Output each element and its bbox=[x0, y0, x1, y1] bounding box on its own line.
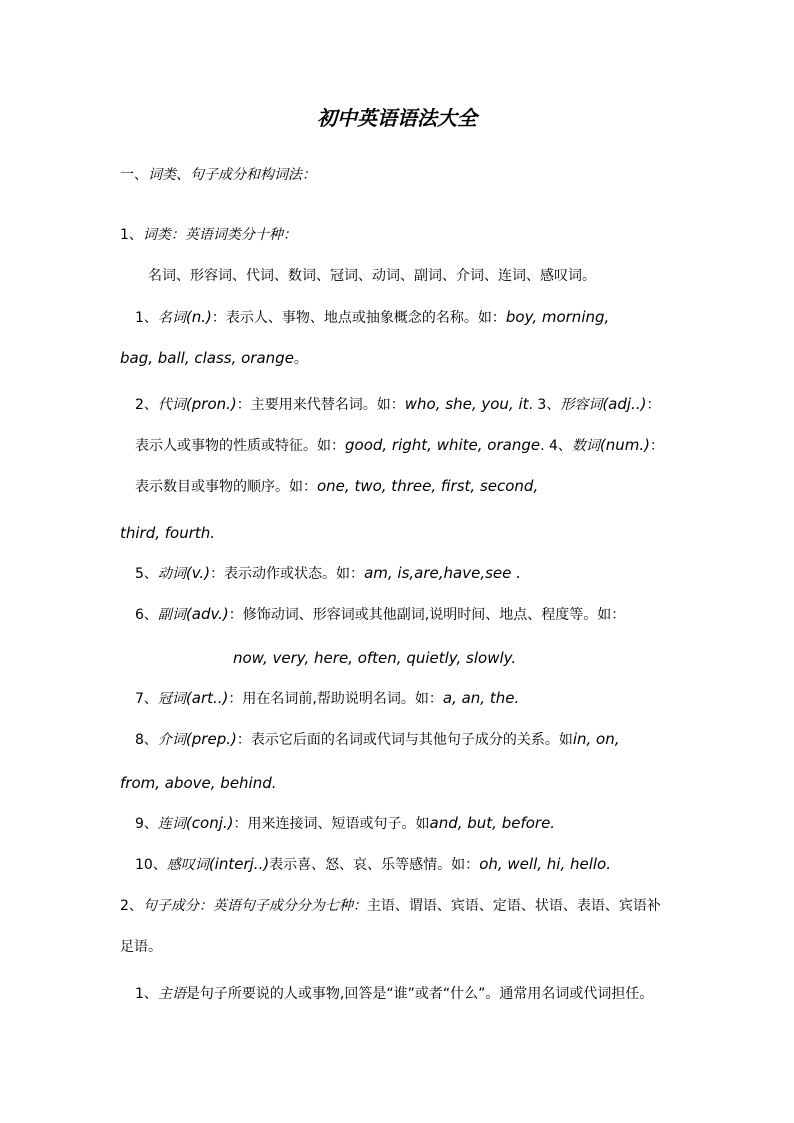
item-example: one, two, three, first, second, bbox=[317, 477, 539, 495]
item-example: who, she, you, it bbox=[404, 395, 529, 413]
word-class-list: 名词、形容词、代词、数词、冠词、动词、副词、介词、连词、感叹词。 bbox=[148, 268, 596, 284]
item-noun bbox=[135, 307, 609, 328]
item-example: and, but, before. bbox=[429, 814, 556, 832]
item-number: 7、 bbox=[135, 691, 158, 707]
item-separator: . 4、 bbox=[540, 438, 572, 454]
item-number: 10、 bbox=[135, 857, 167, 873]
item-colon: ： bbox=[650, 438, 665, 454]
item-abbr: (n.) bbox=[185, 308, 212, 326]
part-text: 主语、谓语、宾语、定语、状语、表语、宾语补 bbox=[366, 898, 661, 914]
item-term: 介词 bbox=[157, 732, 186, 748]
item-subject bbox=[135, 984, 653, 1004]
section-number: 一、 bbox=[120, 167, 148, 183]
part-title: 句子成分：英语句子成分分为七种： bbox=[142, 898, 367, 914]
item-desc: 表示喜、怒、哀、乐等感情。如： bbox=[269, 857, 480, 873]
item-term: 动词 bbox=[157, 566, 186, 582]
part-heading-sentence-components bbox=[120, 896, 661, 916]
item-desc: ：修饰动词、形容词或其他副词,说明时间、地点、程度等。如： bbox=[228, 607, 626, 623]
item-example: now, very, here, often, quietly, slowly. bbox=[233, 649, 517, 667]
item-number: 5、 bbox=[135, 566, 158, 582]
item-example: in, on, bbox=[572, 730, 620, 748]
item-adverb-examples bbox=[233, 648, 516, 669]
item-numeral-continued bbox=[120, 523, 215, 544]
item-example: from, above, behind. bbox=[120, 774, 277, 792]
part-heading-word-classes bbox=[120, 225, 297, 245]
item-pronoun bbox=[135, 394, 660, 415]
item-numeral bbox=[135, 476, 538, 497]
item-colon: ： bbox=[646, 397, 661, 413]
item-term: 冠词 bbox=[157, 691, 186, 707]
item-example: a, an, the. bbox=[442, 689, 520, 707]
item-term-adjective: 形容词 bbox=[560, 397, 603, 413]
item-example: oh, well, hi, hello. bbox=[479, 855, 612, 873]
item-term: 连词 bbox=[157, 816, 186, 832]
part-number: 2、 bbox=[120, 898, 143, 914]
item-term: 名词 bbox=[157, 310, 186, 326]
section-heading bbox=[120, 165, 316, 185]
item-desc: 表示人或事物的性质或特征。如： bbox=[135, 438, 345, 454]
item-number: 2、 bbox=[135, 397, 158, 413]
part-text-continued: 足语。 bbox=[120, 939, 162, 955]
item-desc: ：用来连接词、短语或句子。如 bbox=[233, 816, 430, 832]
item-number: 9、 bbox=[135, 816, 158, 832]
item-preposition bbox=[135, 729, 620, 750]
item-desc: ：表示动作或状态。如： bbox=[210, 566, 365, 582]
item-example: third, fourth. bbox=[120, 524, 216, 542]
item-desc: 是句子所要说的人或事物,回答是“谁”或者“什么”。通常用名词或代词担任。 bbox=[185, 986, 654, 1002]
item-term: 感叹词 bbox=[166, 857, 209, 873]
item-abbr: (adj..) bbox=[602, 395, 647, 413]
item-abbr: (num.) bbox=[599, 436, 651, 454]
item-abbr: (art..) bbox=[185, 689, 229, 707]
item-term: 副词 bbox=[157, 607, 186, 623]
item-end: 。 bbox=[293, 351, 308, 367]
item-separator: . 3、 bbox=[528, 397, 561, 413]
item-abbr: (pron.) bbox=[185, 395, 237, 413]
item-example: boy, morning, bbox=[505, 308, 610, 326]
item-number: 8、 bbox=[135, 732, 158, 748]
item-abbr: (v.) bbox=[185, 564, 211, 582]
item-desc: ：主要用来代替名词。如： bbox=[236, 397, 405, 413]
item-number: 1、 bbox=[135, 986, 158, 1002]
item-abbr: (conj.) bbox=[185, 814, 234, 832]
item-example: good, right, white, orange bbox=[345, 436, 541, 454]
part-number: 1、 bbox=[120, 227, 143, 243]
item-example: bag, ball, class, orange bbox=[120, 349, 294, 367]
item-desc: ：表示人、事物、地点或抽象概念的名称。如： bbox=[211, 310, 506, 326]
item-noun-continued bbox=[120, 348, 308, 369]
item-abbr: (interj..) bbox=[208, 855, 270, 873]
item-adjective bbox=[135, 435, 664, 456]
item-example: am, is,are,have,see . bbox=[364, 564, 521, 582]
item-verb bbox=[135, 563, 521, 584]
item-number: 6、 bbox=[135, 607, 158, 623]
item-abbr: (adv.) bbox=[185, 605, 229, 623]
item-interjection bbox=[135, 854, 611, 875]
item-adverb bbox=[135, 604, 625, 625]
item-desc: 表示数目或事物的顺序。如： bbox=[135, 479, 317, 495]
item-abbr: (prep.) bbox=[185, 730, 237, 748]
item-desc: ：表示它后面的名词或代词与其他句子成分的关系。如 bbox=[236, 732, 573, 748]
item-number: 1、 bbox=[135, 310, 158, 326]
page-title: 初中英语语法大全 bbox=[317, 106, 477, 130]
item-conjunction bbox=[135, 813, 555, 834]
item-desc: ：用在名词前,帮助说明名词。如： bbox=[228, 691, 443, 707]
item-term: 主语 bbox=[157, 986, 186, 1002]
item-term-numeral: 数词 bbox=[571, 438, 600, 454]
section-title: 词类、句子成分和构词法： bbox=[148, 167, 316, 183]
item-article bbox=[135, 688, 519, 709]
item-term: 代词 bbox=[157, 397, 186, 413]
part-title: 词类：英语词类分十种： bbox=[142, 227, 297, 243]
item-preposition-continued bbox=[120, 773, 277, 794]
